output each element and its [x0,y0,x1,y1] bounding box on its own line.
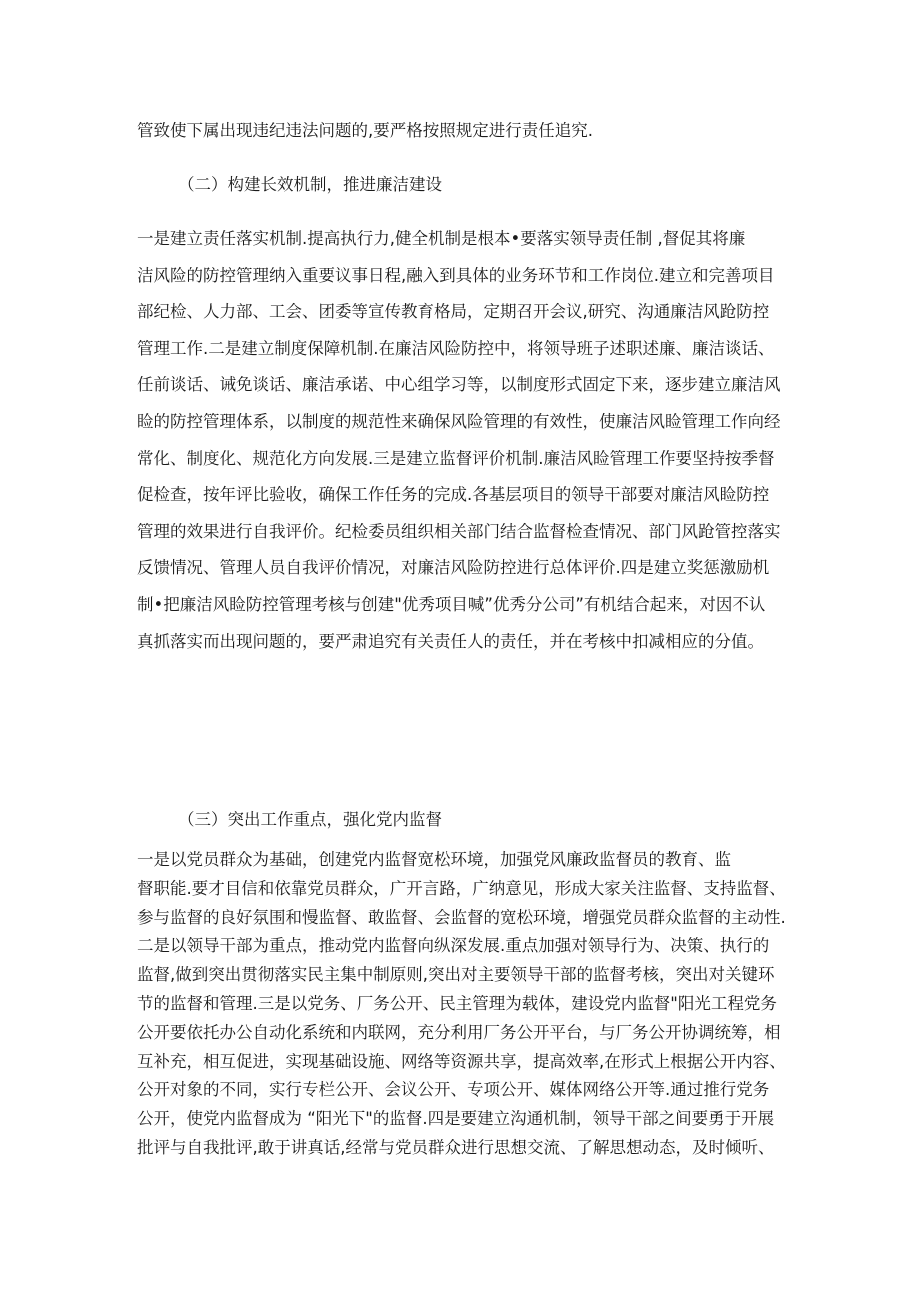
text-line: 真抓落实而出现问题的，要严肃追究有关责任人的责任，并在考核中扣减相应的分值。 [137,631,764,651]
text-line: 公开对象的不同，实行专栏公开、会议公开、专项公开、媒体网络公开等.通过推行党务 [137,1080,770,1100]
text-line: 二是以领导干部为重点，推动党内监督向纵深发展.重点加强对领导行为、决策、执行的 [137,936,770,956]
text-line: 制•把廉洁风睑防控管理考核与创建"优秀项目喊”优秀分公司”有机结合起来，对因不认 [137,594,766,614]
text-line: 管理工作.二是建立制度保障机制.在廉洁风险防控中，将领导班子述职述廉、廉洁谈话、 [137,338,775,358]
section-heading-2: （二）构建长效机制，推进廉洁建设 [178,175,442,194]
text-line: 洁风险的防控管理纳入重要议事日程,融入到具体的业务环节和工作岗位.建立和完善项目 [137,265,775,285]
section-heading-3: （三）突出工作重点，强化党内监督 [178,810,442,829]
text-line: 任前谈话、诫免谈话、廉洁承诺、中心组学习等，以制度形式固定下来，逐步建立廉洁风 [137,375,781,395]
text-line: 管致使下属出现违纪违法问题的,要严格按照规定进行责任追究. [137,121,593,140]
section-2-paragraph [137,221,797,660]
text-line: 一是建立责任落实机制.提高执行力,健全机制是根本•要落实领导责任制 ,督促其将廉 [137,229,746,248]
text-line: 反馈情况、管理人员自我评价情况，对廉洁风险防控进行总体评价.四是建立奖惩激励机 [137,558,770,578]
text-line: 部纪检、人力部、工会、团委等宣传教育格局，定期召开会议,研究、沟通廉洁风跄防控 [137,302,770,322]
text-line: 一是以党员群众为基础，创建党内监督宽松环境，加强党风廉政监督员的教育、监 [137,850,731,869]
text-line: 常化、制度化、规范化方向发展.三是建立监督评价机制.廉洁风睑管理工作要坚持按季督 [137,448,775,468]
text-line: 管理的效果进行自我评价。纪检委员组织相关部门结合监督检查情况、部门风跄管控落实 [137,521,781,541]
text-line: 督职能.要才目信和依靠党员群众，广开言路，广纳意见，形成大家关注监督、支持监督、 [137,878,786,898]
text-line: 批评与自我批评,敢于讲真话,经常与党员群众进行思想交流、了解思想动态，及时倾听、 [137,1137,775,1157]
text-line: 公开，使党内监督成为 “阳光下"的监督.四是要建立沟通机制，领导干部之间要勇于开展 [137,1109,775,1129]
text-line: 睑的防控管理体系，以制度的规范性来确保风险管理的有效性，使廉洁风睑管理工作向经 [137,411,781,431]
text-line: 节的监督和管理.三是以党务、厂务公开、民主管理为载体，建设党内监督"阳光工程党务 [137,993,777,1013]
continuation-paragraph [137,116,797,146]
text-line: 监督,做到突出贯彻落实民主集中制原则,突出对主要领导干部的监督考核，突出对关键环 [137,965,775,985]
text-line: 公开要依托办公自动化系统和内联网，充分利用厂务公开平台，与厂务公开协调统筹，相 [137,1022,781,1042]
text-line: 互补充，相互促进，实现基础设施、网络等资源共享，提高效率,在形式上根据公开内容、 [137,1051,786,1071]
text-line: 参与监督的良好氛围和慢监督、敢监督、会监督的宽松环境，增强党员群众监督的主动性. [137,907,786,927]
section-3-paragraph [137,846,797,1163]
text-line: 促检查，按年评比验收，确保工作任务的完成.各基层项目的领导干部要对廉洁风睑防控 [137,485,770,505]
